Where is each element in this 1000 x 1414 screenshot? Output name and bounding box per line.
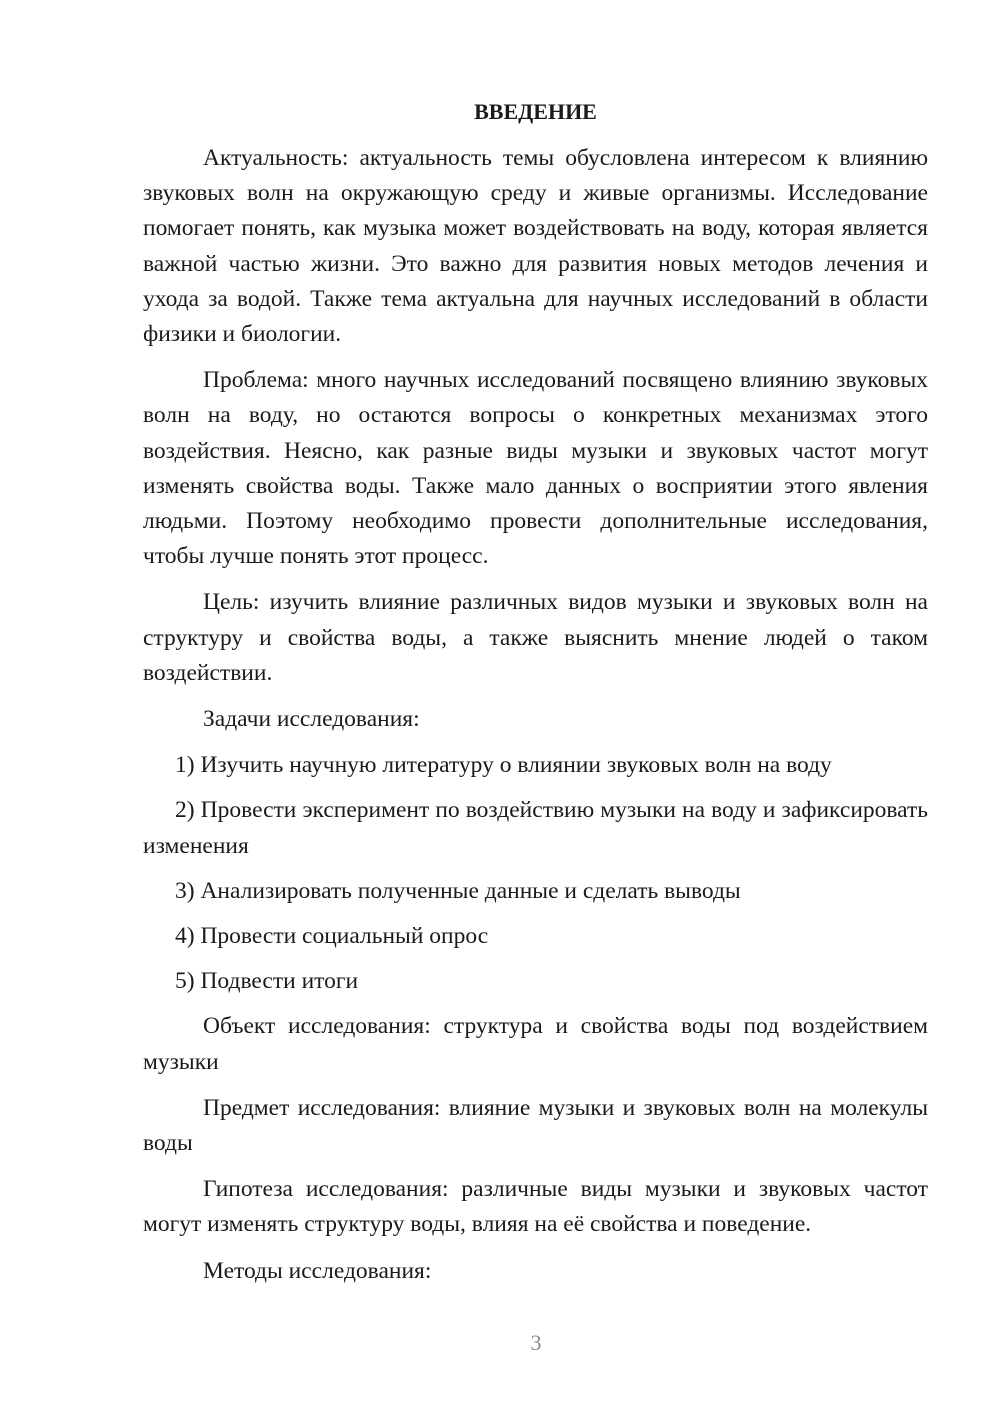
paragraph-object: Объект исследования: структура и свойства воды под воздействием музыки <box>143 1013 928 1075</box>
paragraph-goal: Цель: изучить влияние различных видов музыки и звуковых волн на структуру и свойства воды, а также выяснить мнение людей о таком воздействии. <box>143 589 928 686</box>
task-item-4: 4) Провести социальный опрос <box>175 923 489 950</box>
tasks-heading: Задачи исследования: <box>203 706 420 733</box>
methods-heading: Методы исследования: <box>203 1257 432 1284</box>
paragraph-hypothesis: Гипотеза исследования: различные виды музыки и звуковых частот могут изменять структуру воды, влияя на её свойства и поведение. <box>143 1176 928 1238</box>
task-item-2: 2) Провести эксперимент по воздействию музыки на воду и зафиксировать изменения <box>143 797 928 859</box>
task-item-3: 3) Анализировать полученные данные и сделать выводы <box>175 877 741 904</box>
page-number: 3 <box>530 1330 542 1355</box>
document-page <box>143 94 928 1300</box>
document-title: ВВЕДЕНИЕ <box>474 99 597 124</box>
paragraph-relevance: Актуальность: актуальность темы обусловлена интересом к влиянию звуковых волн на окружающую среду и живые организмы. Исследование помогает понять, как музыка может воздействовать на воду, которая является важной частью жизни. Это важно для развития новых методов лечения и ухода за водой. Также тема актуальна для научных исследований в области физики и биологии. <box>143 145 928 348</box>
paragraph-problem: Проблема: много научных исследований посвящено влиянию звуковых волн на воду, но остаются вопросы о конкретных механизмах этого воздействия. Неясно, как разные виды музыки и звуковых частот могут изменять свойства воды. Также мало данных о восприятии этого явления людьми. Поэтому необходимо провести дополнительные исследования, чтобы лучше понять этот процесс. <box>143 367 928 570</box>
task-item-5: 5) Подвести итоги <box>175 968 359 995</box>
task-item-1: 1) Изучить научную литературу о влиянии звуковых волн на воду <box>175 752 832 779</box>
paragraph-subject: Предмет исследования: влияние музыки и звуковых волн на молекулы воды <box>143 1094 928 1157</box>
